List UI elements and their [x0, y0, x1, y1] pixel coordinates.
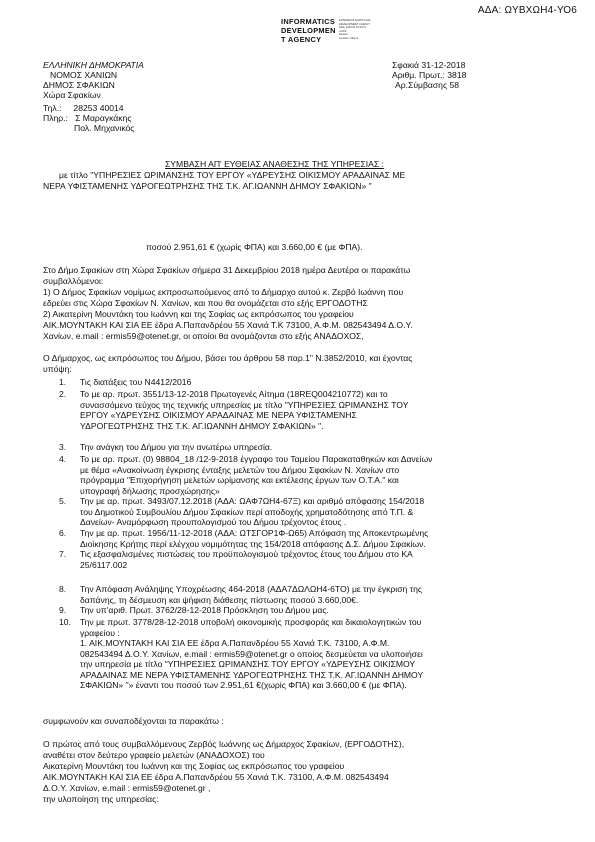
header-country: ΕΛΛΗΝΙΚΗ ΔΗΜΟΚΡΑΤΙΑ: [43, 60, 144, 70]
digital-signature-stamp: [281, 18, 381, 54]
signature-detail: DEVELOPMENT AGENCY: [339, 22, 371, 26]
item-number: 9.: [59, 605, 67, 615]
signature-detail: Date: 2019.01.10 09:11: [339, 26, 366, 29]
item-line: Την με πρωτ. 3778/28-12-2018 υποβολή οικονομικής προσφοράς και δικαιολογητικών του: [80, 617, 422, 627]
final-line: Αικατερίνη Μουντάκη του Ιωάννη και της Σοφίας ως εκπρόσωπος του γραφείου: [43, 761, 345, 771]
item-line: δαπάνης, τη δέσμευση και ψήφιση διάθεσης πίστωσης ποσού 3.660,00€.: [80, 594, 359, 605]
item-line: Διοίκησης Κρήτης περί ελέγχου νομιμότητας της 154/2018 απόφασης Δ.Σ. Δήμου Σφακίων.: [80, 538, 426, 549]
item-line: γραφείου :: [80, 627, 120, 638]
item-line: συνασσόμενο τεύχος της τεχνικής υπηρεσίας με τίτλο "ΥΠΗΡΕΣΙΕΣ ΩΡΙΜΑΝΣΗΣ ΤΟΥ: [80, 399, 409, 410]
considerations-list: [43, 377, 568, 707]
final-line: Δ.Ο.Υ. Χανίων, e.mail : ermis59@otenet.gr ,: [43, 783, 211, 793]
final-line: αναθέτει στον δεύτερο γραφείο μελετών (ΑΝΑΔΟΧΟΣ) του: [43, 750, 265, 760]
item-line: Τις εξασφαλισμένες πιστώσεις του προϋπολογισμού τρέχοντος έτους του Δήμου στο ΚΑ: [80, 549, 413, 559]
item-number: 3.: [59, 442, 67, 452]
intro-line: Στο Δήμο Σφακίων στη Χώρα Σφακίων σήμερα 31 Δεκεμβρίου 2018 ημέρα Δευτέρα οι παρακάτω: [43, 265, 411, 275]
item-line: 082543494 Δ.Ο.Υ. Χανίων, e.mail : ermis59@otenet.gr ο οποίος δεσμεύεται να υλοποιήσει: [80, 648, 423, 659]
header-municipality: ΔΗΜΟΣ ΣΦΑΚΙΩΝ: [43, 80, 115, 90]
ada-code: ΑΔΑ: ΩΥΒΧΩΗ4-ΥΟ6: [477, 5, 577, 16]
intro-paragraph: [43, 265, 563, 345]
intro-line: συμβαλλόμενοι:: [43, 276, 104, 286]
item-line: 25/6117.002: [80, 559, 128, 570]
item-line: Τις διατάξεις του Ν4412/2016: [80, 377, 192, 387]
signature-detail: +0200: [339, 29, 347, 33]
signature-detail: Location: Athens: [339, 36, 359, 40]
agreement-statement: συμφωνούν και συναποδέχονται τα παρακάτω :: [43, 716, 224, 726]
item-line: Το με αρ. πρωτ. (0) 98804_18 /12-9-2018 έγγραφο του Ταμείου Παρακαταθηκών και Δανείων: [80, 454, 433, 464]
final-line: Ο πρώτος από τους συμβαλλόμενους Ζερβός Ιωάννης ως Δήμαρχος Σφακίων, (ΕΡΓΟΔΟΤΗΣ),: [43, 739, 405, 749]
item-line: Την με αρ. πρωτ. 3493/07.12.2018 (ΑΔΑ: ΩΑΦ7ΩΗ4-67Ξ) και αριθμό απόφασης 154/2018: [80, 496, 425, 506]
signature-org-line: T AGENCY: [281, 35, 322, 44]
intro-line: Χανίων, e.mail : ermis59@otenet.gr, οι οποίοι θα ονομάζονται στο εξής ΑΝΑΔΟΧΟΣ,: [43, 331, 364, 341]
item-line: πρόγραμμα "Επιχορήγηση μελετών ωρίμανσης και εκτέλεσης έργων των Ο.Τ.Α." και: [80, 475, 399, 485]
signature-detail: Reason:: [339, 33, 349, 36]
intro-line: εδρεύει στις Χώρα Σφακίων Ν. Χανίων, και που θα ονομάζεται στο εξής ΕΡΓΟΔΟΤΗΣ: [43, 298, 368, 308]
item-number: 2.: [59, 389, 67, 399]
intro-line: 1) Ο Δήμος Σφακίων νομίμως εκπροσωπούμενος από το Δήμαρχο αυτού κ. Ζερβό Ιωάννη που: [43, 287, 404, 297]
item-number: 4.: [59, 454, 67, 464]
considering-line: υπόψη:: [43, 364, 72, 374]
item-number: 5.: [59, 496, 67, 506]
item-number: 6.: [59, 528, 67, 538]
header-contract-number: Αρ.Σύμβασης 58: [395, 80, 460, 90]
item-line: Την ανάγκη του Δήμου για την ανωτέρω υπηρεσία.: [80, 442, 273, 452]
signature-org-line: INFORMATICS: [281, 17, 336, 26]
item-line: ΥΔΡΟΓΕΩΤΡΗΣΗΣ ΤΗΣ Τ.Κ. ΑΓ.ΙΩΑΝΝΗ ΔΗΜΟΥ ΣΦΑΚΙΩΝ» ".: [80, 420, 324, 431]
final-paragraph: [43, 739, 563, 809]
item-number: 7.: [59, 549, 67, 559]
header-location: Χώρα Σφακίων: [43, 90, 101, 100]
header-phone: Τηλ.: 28253 40014: [43, 103, 124, 113]
considering-line: Ο Δήμαρχος, ως εκπρόσωπος του Δήμου, βάσει του άρθρου 58 παρ.1" Ν.3852/2010, και έχοντας: [43, 353, 413, 363]
header-contact: Πληρ.: Σ Μαραγκάκης: [43, 113, 132, 123]
header-prefecture: ΝΟΜΟΣ ΧΑΝΙΩΝ: [50, 70, 118, 80]
header-contact-role: Πολ. Μηχανικός: [43, 123, 135, 133]
header-protocol: Αριθμ. Πρωτ.: 3818: [392, 70, 467, 80]
contract-subject-line: με τίτλο "ΥΠΗΡΕΣΙΕΣ ΩΡΙΜΑΝΣΗΣ ΤΟΥ ΕΡΓΟΥ «ΥΔΡΕΥΣΗΣ ΟΙΚΙΣΜΟΥ ΑΡΑΔΑΙΝΑΣ ΜΕ: [59, 170, 406, 180]
considering-paragraph: [43, 353, 563, 377]
final-line: ΑΙΚ.ΜΟΥΝΤΑΚΗ ΚΑΙ ΣΙΑ ΕΕ έδρα Α.Παπανδρέου 55 Χανιά Τ.Κ. 73100, Α.Φ.Μ. 082543494: [43, 772, 389, 782]
item-line: Δανείων- Αναμόρφωση προυπολογισμού του Δήμου τρέχοντος έτους .: [80, 517, 347, 527]
item-line: Την Απόφαση Ανάληψης Υποχρέωσης 464-2018 (ΑΔΑ7ΔΩΛΩΗ4-6ΤΟ) με την έγκριση της: [80, 584, 422, 594]
item-line: Την υπ'αριθ. Πρωτ. 3762/28-12-2018 Πρόσκληση του Δήμου μας.: [80, 605, 329, 615]
item-line: την υπηρεσία με τίτλο "ΥΠΗΡΕΣΙΕΣ ΩΡΙΜΑΝΣΗΣ ΤΟΥ ΕΡΓΟΥ «ΥΔΡΕΥΣΗΣ ΟΙΚΙΣΜΟΥ: [80, 659, 416, 669]
item-line: του Δημοτικού Συμβουλίου Δήμου Σφακίων περί αποδοχής χρηματοδότησης από Τ.Π. &: [80, 506, 414, 517]
item-line: ΕΡΓΟΥ «ΥΔΡΕΥΣΗΣ ΟΙΚΙΣΜΟΥ ΑΡΑΔΑΙΝΑΣ ΜΕ ΝΕΡΑ ΥΦΙΣΤΑΜΕΝΗΣ: [80, 410, 357, 420]
header-date: Σφακιά 31-12-2018: [392, 60, 466, 70]
contract-amount: ποσού 2.951,61 € (χωρίς ΦΠΑ) και 3.660,00 € (με ΦΠΑ).: [146, 242, 363, 252]
intro-line: ΑΙΚ.ΜΟΥΝΤΑΚΗ ΚΑΙ ΣΙΑ ΕΕ έδρα Α.Παπανδρέου 55 Χανιά Τ.Κ 73100, Α.Φ.Μ. 082543494 Δ.Ο.Υ.: [43, 320, 413, 330]
signature-org-line: DEVELOPMEN: [281, 26, 336, 35]
item-line: ΑΡΑΔΑΙΝΑΣ ΜΕ ΝΕΡΑ ΥΦΙΣΤΑΜΕΝΗΣ ΥΔΡΟΓΕΩΤΡΗΣΗΣ ΤΗΣ Τ.Κ. ΑΓ.ΙΩΑΝΝΗ ΔΗΜΟΥ: [80, 669, 424, 680]
item-number: 1.: [59, 377, 67, 387]
item-number: 10.: [59, 617, 71, 627]
signature-detail: ΕΝΤΕΛΕΣΑΣ ΑΝΑΠΤΥΞΗΣ: [339, 19, 371, 22]
intro-line: 2) Αικατερίνη Μουντάκη του Ιωάννη και της Σοφίας ως εκπρόσωπος του γραφείου: [43, 309, 354, 319]
item-line: ΣΦΑΚΙΩΝ» "» έναντι του ποσού των 2.951,61 €(χωρίς ΦΠΑ) και 3.660,00 € (με ΦΠΑ).: [80, 680, 407, 690]
contract-title: ΣΥΜΒΑΣΗ ΑΠ' ΕΥΘΕΙΑΣ ΑΝΑΘΕΣΗΣ ΤΗΣ ΥΠΗΡΕΣΙΑΣ :: [165, 159, 384, 169]
item-number: 8.: [59, 584, 67, 594]
item-line: με θέμα «Ανακοίνωση έγκρισης ένταξης μελετών του Δήμου Σφακίων Ν. Χανίων στο: [80, 464, 400, 475]
contract-subject-line: ΝΕΡΑ ΥΦΙΣΤΑΜΕΝΗΣ ΥΔΡΟΓΕΩΤΡΗΣΗΣ ΤΗΣ Τ.Κ. ΑΓ.ΙΩΑΝΝΗ ΔΗΜΟΥ ΣΦΑΚΙΩΝ» ": [43, 181, 372, 191]
item-line: υπογραφή δήλωσης προσχώρησης»: [80, 485, 220, 496]
item-line: 1. ΑΙΚ.ΜΟΥΝΤΑΚΗ ΚΑΙ ΣΙΑ ΕΕ έδρα Α.Παπανδρέου 55 Χανιά Τ.Κ. 73100, Α.Φ.Μ.: [80, 638, 390, 648]
item-line: Την με αρ. πρωτ. 1956/11-12-2018 (ΑΔΑ: ΩΤΣΓΟΡ1Φ-Ω65) Απόφαση της Αποκεντρωμένης: [80, 528, 429, 538]
final-line: την υλοποίηση της υπηρεσίας:: [43, 794, 159, 804]
item-line: Το με αρ. πρωτ. 3551/13-12-2018 Πρωτογενές Αίτημα (18REQ004210772) και το: [80, 389, 388, 399]
